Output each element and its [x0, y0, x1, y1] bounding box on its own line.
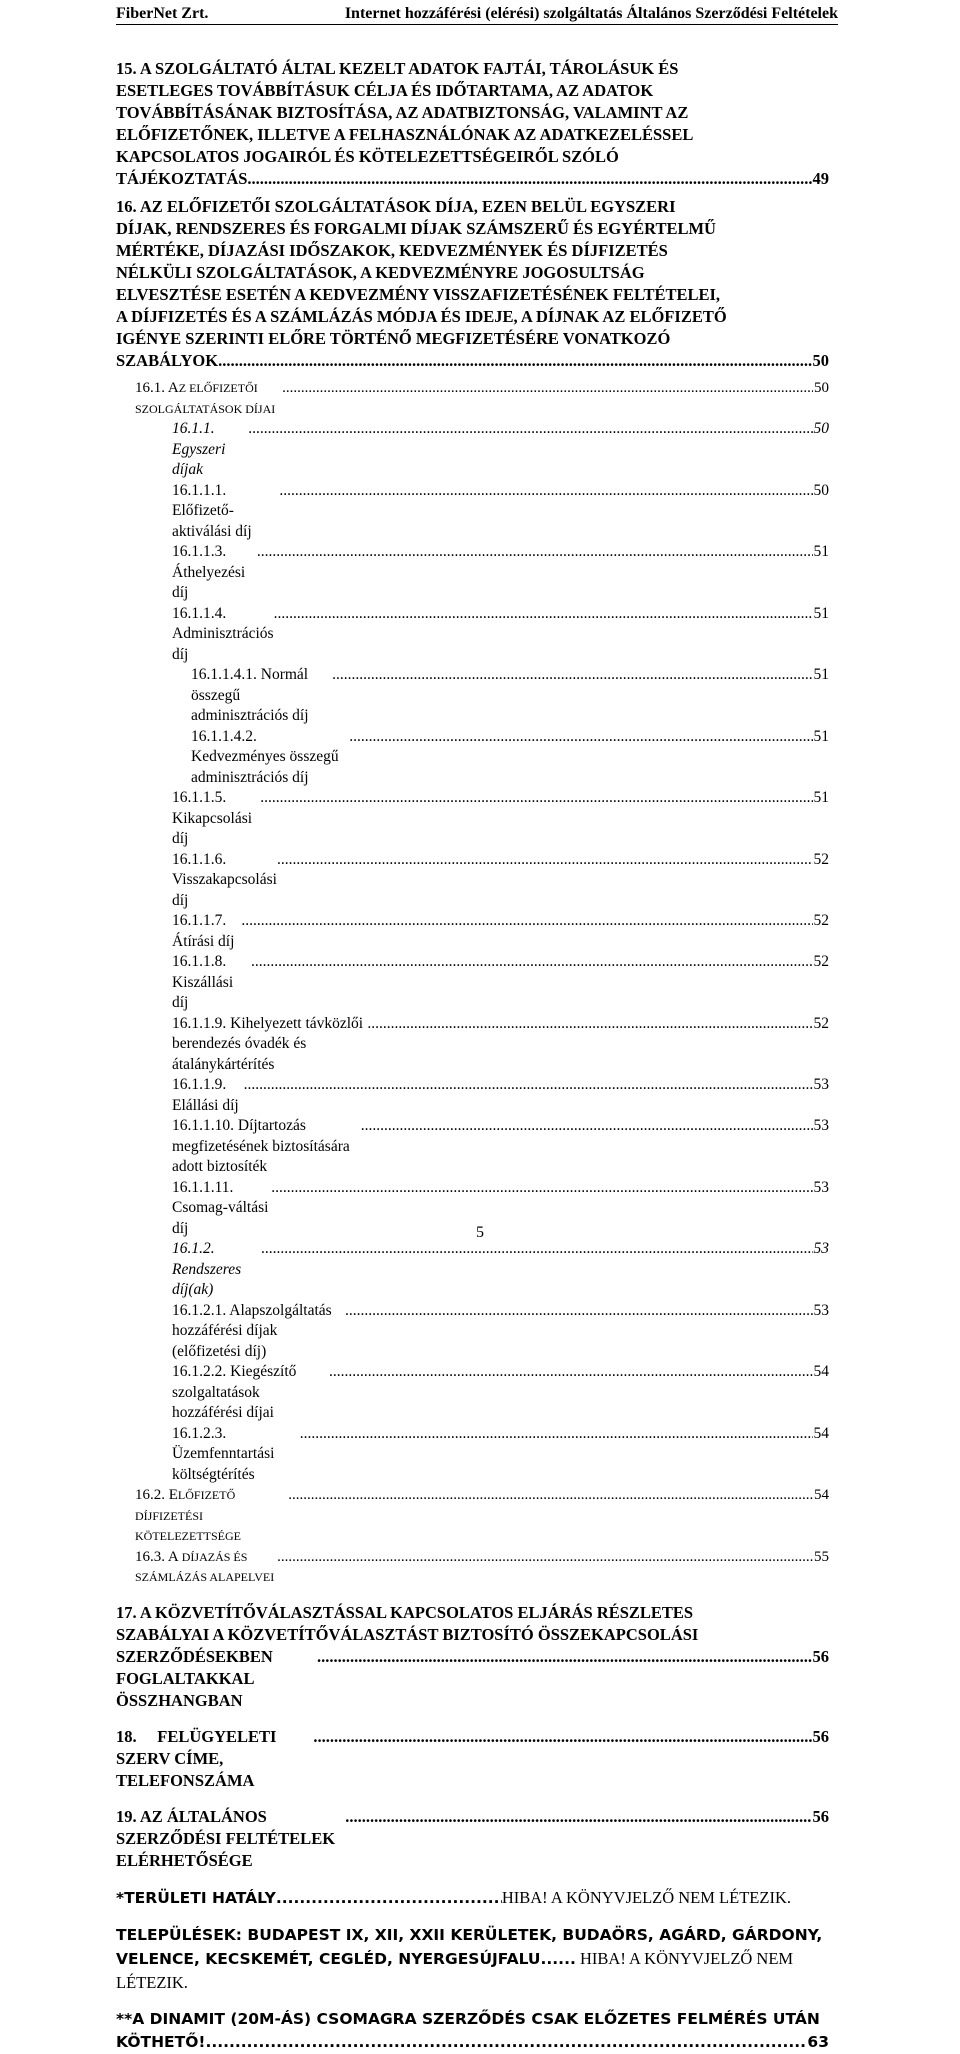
- toc-label: 16.1.1.9. Kihelyezett távközlői berendezés óvadék és átalánykártérítés: [172, 1014, 364, 1073]
- leader-dots: [244, 1075, 813, 1096]
- toc-label: 16.1.1.7. Átírási díj: [172, 912, 235, 950]
- page-ref: 52: [813, 850, 829, 868]
- leader-dots: [288, 1485, 813, 1506]
- company-name: FiberNet Zrt.: [116, 5, 209, 22]
- page-ref: 56: [812, 1646, 829, 1666]
- leader-dots: [260, 788, 812, 809]
- leader-dots: [345, 1301, 812, 1322]
- page-ref: 54: [814, 1487, 829, 1503]
- leader-dots: [276, 1887, 502, 1910]
- toc-entry-teruleti-hataly[interactable]: [116, 1886, 829, 1910]
- toc-label: SZERZŐDÉSEKBEN FOGLALTAKKAL ÖSSZHANGBAN: [116, 1646, 273, 1710]
- page-ref: 51: [813, 543, 829, 560]
- toc-label: 19. AZ ÁLTALÁNOS SZERZŐDÉSI FELTÉTELEK ELÉRHETŐSÉGE: [116, 1806, 336, 1870]
- toc-subitems-16-1-1: [116, 481, 829, 1240]
- toc-entry[interactable]: [116, 1424, 829, 1486]
- toc-line: ELVESZTÉSE ESETÉN A KEDVEZMÉNY VISSZAFIZETÉSÉNEK FELTÉTELEI,: [116, 285, 721, 304]
- toc-entry-16-1-2[interactable]: [116, 1239, 829, 1301]
- toc-line-last: [116, 2031, 829, 2054]
- page-ref: 55: [814, 1548, 829, 1565]
- toc-label: 16.1.2.3. Üzemfenntartási költségtérítés: [172, 1424, 275, 1483]
- toc-label: 16.1.1.9. Elállási díj: [172, 1076, 239, 1114]
- toc-line: SZABÁLYAI A KÖZVETÍTŐVÁLASZTÁST BIZTOSÍTÓ ÖSSZEKAPCSOLÁSI: [116, 1624, 699, 1644]
- toc-line: VELENCE, KECSKEMÉT, CEGLÉD, NYERGESÚJFALU......: [116, 1949, 576, 1968]
- toc-entry-16[interactable]: [116, 196, 829, 372]
- toc-entry-telepulesek[interactable]: [116, 1924, 829, 1994]
- toc-label: 16.1.1.1. Előfizető-aktiválási díj: [172, 481, 252, 540]
- toc-line: 17. A KÖZVETÍTŐVÁLASZTÁSSAL KAPCSOLATOS ELJÁRÁS RÉSZLETES: [116, 1602, 694, 1622]
- toc-entry[interactable]: [116, 850, 829, 912]
- page-ref: 63: [807, 2032, 829, 2051]
- page-ref: 51: [813, 789, 829, 806]
- toc-label: 16.1.1.8. Kiszállási díj: [172, 953, 234, 1011]
- toc-label: 16.1.1.4. Adminisztrációs díj: [172, 604, 274, 663]
- leader-dots: [241, 911, 812, 932]
- toc-label: LŐFIZETŐ DÍJFIZETÉSI KÖTELEZETTSÉGE: [135, 1488, 241, 1543]
- page-ref: 53: [813, 1117, 829, 1134]
- toc-label: 16.1.2. Rendszeres díj(ak): [172, 1240, 242, 1298]
- toc-label: 16.1.1.11. Csomag-váltási díj: [172, 1178, 269, 1237]
- page-ref: 51: [813, 604, 829, 622]
- leader-dots: [247, 168, 811, 190]
- leader-dots: [279, 481, 812, 502]
- toc-line: DÍJAK, RENDSZERES ÉS FORGALMI DÍJAK SZÁMSZERŰ ÉS EGYÉRTELMŰ: [116, 219, 716, 238]
- toc-number: 16.1. A: [135, 380, 179, 396]
- toc-label: SZABÁLYOK: [116, 351, 219, 370]
- leader-dots: [367, 1014, 812, 1035]
- leader-dots: [345, 1806, 811, 1828]
- toc-entry-18[interactable]: [116, 1726, 829, 1792]
- toc-entry[interactable]: [116, 788, 829, 850]
- toc-entry[interactable]: [116, 481, 829, 543]
- toc-label: 16.1.2.1. Alapszolgáltatás hozzáférési díjak (előfizetési díj): [172, 1301, 332, 1360]
- page-ref: 53: [813, 1178, 829, 1196]
- leader-dots: [218, 350, 811, 372]
- toc-entry-16-3[interactable]: [116, 1547, 829, 1588]
- bookmark-error-cont: LÉTEZIK.: [116, 1972, 188, 1992]
- toc-line: 15. A SZOLGÁLTATÓ ÁLTAL KEZELT ADATOK FAJTÁI, TÁROLÁSUK ÉS: [116, 59, 679, 78]
- toc-entry[interactable]: [116, 1301, 829, 1363]
- toc-label: TÁJÉKOZTATÁS: [116, 169, 248, 188]
- toc-entry[interactable]: [116, 952, 829, 1014]
- toc-label: Z ELŐFIZETŐI SZOLGÁLTATÁSOK DÍJAI: [135, 381, 276, 416]
- page-ref: 54: [813, 1424, 829, 1442]
- page-ref: 50: [813, 420, 829, 437]
- leader-dots: [271, 1178, 812, 1199]
- leader-dots: [282, 378, 813, 399]
- page-ref: 53: [813, 1240, 829, 1257]
- page-ref: 49: [812, 169, 829, 188]
- leader-dots: [251, 952, 813, 973]
- toc-entry[interactable]: [116, 1362, 829, 1424]
- toc-entry[interactable]: [116, 727, 829, 789]
- leader-dots: [300, 1424, 813, 1445]
- toc-line: TELEPÜLÉSEK: BUDAPEST IX, XII, XXII KERÜLETEK, BUDAÖRS, AGÁRD, GÁRDONY,: [116, 1925, 823, 1944]
- toc-label: 16.1.1.3. Áthelyezési díj: [172, 543, 246, 601]
- leader-dots: [317, 1646, 812, 1668]
- page-ref: 50: [813, 481, 829, 499]
- toc-entry[interactable]: [116, 604, 829, 666]
- page-ref: 54: [813, 1363, 829, 1380]
- toc-line-last: [116, 1646, 829, 1712]
- toc-label: DÍJAZÁS ÉS SZÁMLÁZÁS ALAPELVEI: [135, 1549, 275, 1584]
- leader-dots: [205, 2031, 806, 2054]
- toc-number: 16.3. A: [135, 1548, 179, 1565]
- page-ref: 53: [813, 1076, 829, 1093]
- toc-label: 16.1.1.6. Visszakapcsolási díj: [172, 850, 277, 909]
- toc-label: KÖTHETŐ!: [116, 2032, 206, 2051]
- toc-entry[interactable]: [116, 665, 829, 727]
- toc-line: A DÍJFIZETÉS ÉS A SZÁMLÁZÁS MÓDJA ÉS IDEJE, A DÍJNAK AZ ELŐFIZETŐ: [116, 307, 727, 326]
- toc-entry-16-1[interactable]: [116, 378, 829, 419]
- toc-entry-16-1-1[interactable]: [116, 419, 829, 481]
- toc-label: 18. FELÜGYELETI SZERV CÍME, TELEFONSZÁMA: [116, 1726, 277, 1790]
- toc-line: MÉRTÉKE, DÍJAZÁSI IDŐSZAKOK, KEDVEZMÉNYEK ÉS DÍJFIZETÉS: [116, 241, 668, 260]
- leader-dots: [349, 727, 812, 748]
- toc-entry[interactable]: [116, 1116, 829, 1178]
- toc-line: NÉLKÜLI SZOLGÁLTATÁSOK, A KEDVEZMÉNYRE JOGOSULTSÁG: [116, 263, 645, 282]
- page-ref: 50: [814, 380, 829, 396]
- toc-entry-19[interactable]: [116, 1806, 829, 1872]
- page-ref: 53: [813, 1301, 829, 1319]
- leader-dots: [277, 850, 813, 871]
- leader-dots: [329, 1362, 813, 1383]
- page-ref: 56: [812, 1726, 829, 1746]
- toc-line: IGÉNYE SZERINTI ELŐRE TÖRTÉNŐ MEGFIZETÉSÉRE VONATKOZÓ: [116, 329, 671, 348]
- bookmark-error: HIBA! A KÖNYVJELZŐ NEM LÉTEZIK.: [501, 1887, 791, 1907]
- toc-line: ESETLEGES TOVÁBBÍTÁSUK CÉLJA ÉS IDŐTARTAMA, AZ ADATOK: [116, 81, 654, 100]
- toc-entry[interactable]: [116, 1014, 829, 1076]
- toc-line: 16. AZ ELŐFIZETŐI SZOLGÁLTATÁSOK DÍJA, EZEN BELÜL EGYSZERI: [116, 197, 676, 216]
- toc-entry-15[interactable]: [116, 58, 829, 190]
- toc-entry-16-2[interactable]: [116, 1485, 829, 1547]
- leader-dots: [332, 665, 812, 686]
- bookmark-error: HIBA! A KÖNYVJELZŐ NEM: [575, 1948, 794, 1968]
- toc-label: 16.1.2.2. Kiegészítő szolgaltatások hozzáférési díjai: [172, 1363, 297, 1421]
- toc-line: **A DINAMIT (20M-ÁS) CSOMAGRA SZERZŐDÉS CSAK ELŐZETES FELMÉRÉS UTÁN: [116, 2009, 820, 2028]
- leader-dots: [313, 1726, 811, 1748]
- toc-label: 16.1.1.5. Kikapcsolási díj: [172, 789, 253, 847]
- page-ref: 52: [813, 953, 829, 970]
- toc-label: 16.1.1.4.1. Normál összegű adminisztrációs díj: [191, 666, 309, 724]
- leader-dots: [261, 1239, 812, 1260]
- page-ref: 52: [813, 912, 829, 929]
- leader-dots: [361, 1116, 813, 1137]
- toc-label: 16.1.1.4.2. Kedvezményes összegű adminisztrációs díj: [191, 727, 339, 786]
- toc-entry-dinamit[interactable]: [116, 2008, 829, 2054]
- toc-label: 16.1.1.10. Díjtartozás megfizetésének biztosítására adott biztosíték: [172, 1117, 350, 1175]
- toc-entry[interactable]: [116, 542, 829, 604]
- leader-dots: [249, 419, 813, 440]
- toc-entry-17[interactable]: [116, 1602, 829, 1712]
- leader-dots: [257, 542, 813, 563]
- document-title: Internet hozzáférési (elérési) szolgáltatás Általános Szerződési Feltételek: [344, 5, 838, 22]
- table-of-contents: [116, 58, 829, 2054]
- toc-line-last: [116, 168, 829, 190]
- toc-line: ELŐFIZETŐNEK, ILLETVE A FELHASZNÁLÓNAK AZ ADATKEZELÉSSEL: [116, 125, 694, 144]
- leader-dots: [274, 604, 813, 625]
- toc-label: *TERÜLETI HATÁLY: [116, 1888, 276, 1907]
- toc-entry[interactable]: [116, 911, 829, 952]
- page-ref: 51: [813, 727, 829, 745]
- toc-label: 16.1.1. Egyszeri díjak: [172, 420, 226, 478]
- page-ref: 52: [813, 1014, 829, 1032]
- toc-line: TOVÁBBÍTÁSÁNAK BIZTOSÍTÁSA, AZ ADATBIZTONSÁG, VALAMINT AZ: [116, 103, 689, 122]
- toc-entry[interactable]: [116, 1075, 829, 1116]
- leader-dots: [277, 1547, 813, 1568]
- toc-number: 16.2. E: [135, 1487, 178, 1503]
- toc-line-last: [116, 350, 829, 372]
- page-ref: 50: [812, 351, 829, 370]
- page-header: [116, 4, 838, 25]
- page-ref: 56: [812, 1806, 829, 1826]
- toc-subitems-16-1-2: [116, 1301, 829, 1486]
- page-ref: 51: [813, 666, 829, 683]
- page-number: 5: [476, 1224, 484, 1241]
- toc-line: KAPCSOLATOS JOGAIRÓL ÉS KÖTELEZETTSÉGEIRŐL SZÓLÓ: [116, 147, 619, 166]
